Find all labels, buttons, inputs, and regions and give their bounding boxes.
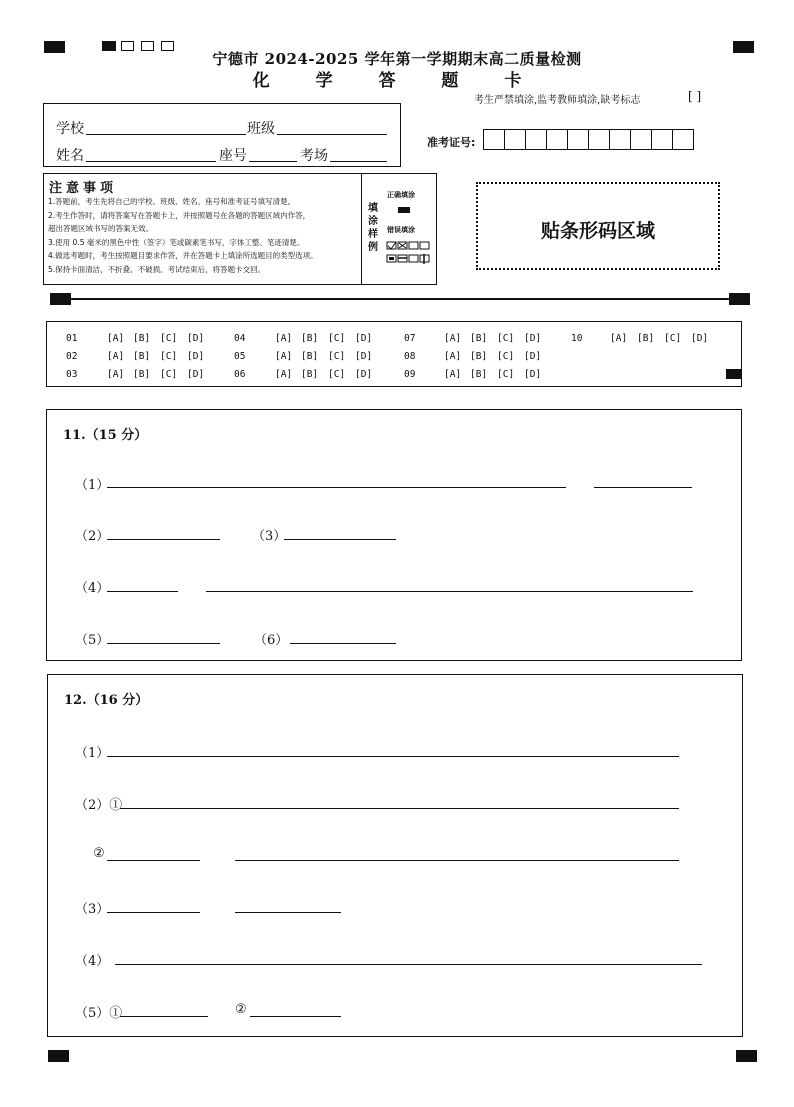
notes-box: [43, 173, 437, 285]
part-3-label: （3）: [75, 902, 110, 917]
question-number: 05: [234, 351, 246, 362]
room-field[interactable]: [330, 161, 387, 162]
section-divider: [70, 298, 730, 300]
alignment-mark: [726, 369, 741, 379]
answer-line[interactable]: [290, 643, 396, 644]
option-d[interactable]: [D]: [355, 369, 373, 380]
option-b[interactable]: [B]: [301, 369, 319, 380]
option-d[interactable]: [D]: [187, 333, 205, 344]
option-b[interactable]: [B]: [637, 333, 655, 344]
option-b[interactable]: [B]: [133, 369, 151, 380]
class-label: 班级: [247, 121, 275, 137]
option-a[interactable]: [A]: [107, 369, 125, 380]
exam-id-cell[interactable]: [546, 129, 568, 150]
answer-line[interactable]: [284, 539, 396, 540]
answer-line[interactable]: [235, 912, 341, 913]
question-number: 07: [404, 333, 416, 344]
option-a[interactable]: [A]: [107, 333, 125, 344]
question-number: 09: [404, 369, 416, 380]
option-d[interactable]: [D]: [524, 333, 542, 344]
seat-label: 座号: [219, 148, 247, 164]
exam-id-cell[interactable]: [672, 129, 694, 150]
option-a[interactable]: [A]: [275, 333, 293, 344]
room-label: 考场: [300, 148, 328, 164]
note-line: 4.做选考题时，考生按照题目要求作答，并在答题卡上填涂所选题目的类型选项。: [48, 251, 318, 260]
multiple-choice-box: [46, 321, 742, 387]
option-a[interactable]: [A]: [444, 369, 462, 380]
option-d[interactable]: [D]: [355, 351, 373, 362]
class-field[interactable]: [277, 134, 387, 135]
student-info-box: [43, 103, 401, 167]
option-a[interactable]: [A]: [444, 333, 462, 344]
option-c[interactable]: [C]: [160, 333, 178, 344]
absent-note: 考生严禁填涂,监考教师填涂,缺考标志: [474, 95, 641, 106]
notes-title: 注意事项: [49, 181, 118, 196]
answer-line[interactable]: [107, 643, 220, 644]
option-b[interactable]: [B]: [470, 333, 488, 344]
exam-id-cell[interactable]: [525, 129, 547, 150]
absent-checkbox[interactable]: [ ]: [688, 89, 702, 103]
answer-line[interactable]: [120, 808, 679, 809]
part-5-label: （5）: [75, 633, 110, 648]
question-12-box: [47, 674, 743, 1037]
exam-id-cell[interactable]: [588, 129, 610, 150]
option-b[interactable]: [B]: [301, 351, 319, 362]
question-number: 10: [571, 333, 583, 344]
answer-line[interactable]: [107, 756, 679, 757]
school-label: 学校: [56, 121, 84, 137]
alignment-mark: [50, 293, 71, 305]
option-b[interactable]: [B]: [133, 333, 151, 344]
answer-line[interactable]: [107, 539, 220, 540]
answer-line[interactable]: [120, 1016, 208, 1017]
sample-label: 填涂样例: [368, 203, 378, 253]
divider: [361, 174, 362, 284]
question-11-box: [46, 409, 742, 661]
note-line: 5.保持卡面清洁，不折叠、不破损。考试结束后，将答题卡交回。: [48, 265, 266, 274]
exam-id-cell[interactable]: [504, 129, 526, 150]
part-1-label: （1）: [75, 746, 110, 761]
answer-line[interactable]: [235, 860, 679, 861]
answer-line[interactable]: [107, 912, 200, 913]
exam-id-cell[interactable]: [630, 129, 652, 150]
option-c[interactable]: [C]: [664, 333, 682, 344]
option-d[interactable]: [D]: [691, 333, 709, 344]
question-12-title: 12.（16 分）: [64, 693, 149, 708]
part-4-label: （4）: [75, 581, 110, 596]
answer-line[interactable]: [115, 964, 702, 965]
option-a[interactable]: [A]: [610, 333, 628, 344]
option-c[interactable]: [C]: [328, 369, 346, 380]
exam-id-cell[interactable]: [483, 129, 505, 150]
part-1-label: （1）: [75, 478, 110, 493]
option-c[interactable]: [C]: [497, 351, 515, 362]
option-d[interactable]: [D]: [524, 351, 542, 362]
part-4-label: （4）: [75, 954, 110, 969]
answer-line[interactable]: [206, 591, 693, 592]
wrong-fill-sample: [386, 240, 430, 268]
question-number: 03: [66, 369, 78, 380]
option-c[interactable]: [C]: [497, 369, 515, 380]
option-a[interactable]: [A]: [107, 351, 125, 362]
part-2-label: （2）①: [75, 798, 123, 813]
wrong-fill-label: 错误填涂: [387, 226, 415, 234]
option-d[interactable]: [D]: [187, 369, 205, 380]
question-number: 01: [66, 333, 78, 344]
option-a[interactable]: [A]: [275, 369, 293, 380]
part-6-label: （6）: [254, 633, 289, 648]
barcode-label: 贴条形码区域: [540, 220, 655, 242]
answer-line[interactable]: [250, 1016, 341, 1017]
alignment-mark: [736, 1050, 757, 1062]
exam-id-cell[interactable]: [651, 129, 673, 150]
option-d[interactable]: [D]: [355, 333, 373, 344]
option-b[interactable]: [B]: [470, 351, 488, 362]
correct-fill-label: 正确填涂: [387, 191, 415, 199]
part-3-label: （3）: [252, 529, 287, 544]
note-line: 2.考生作答时，请将答案写在答题卡上，并按照题号在各题的答题区域内作答，: [48, 211, 311, 220]
question-number: 08: [404, 351, 416, 362]
option-c[interactable]: [C]: [328, 333, 346, 344]
barcode-area: [476, 182, 720, 270]
name-label: 姓名: [56, 148, 84, 164]
answer-line[interactable]: [594, 487, 692, 488]
exam-id-cell[interactable]: [609, 129, 631, 150]
alignment-mark: [48, 1050, 69, 1062]
part-5b-label: ②: [235, 1002, 247, 1017]
part-2b-label: ②: [93, 846, 105, 861]
question-number: 06: [234, 369, 246, 380]
exam-id-cell[interactable]: [567, 129, 589, 150]
answer-line[interactable]: [107, 860, 200, 861]
question-number: 02: [66, 351, 78, 362]
option-b[interactable]: [B]: [133, 351, 151, 362]
option-c[interactable]: [C]: [160, 351, 178, 362]
school-field[interactable]: [86, 134, 246, 135]
seat-field[interactable]: [249, 161, 297, 162]
option-c[interactable]: [C]: [497, 333, 515, 344]
question-11-title: 11.（15 分）: [63, 428, 148, 443]
question-number: 04: [234, 333, 246, 344]
card-title: 化 学 答 题 卡: [252, 71, 542, 91]
option-a[interactable]: [A]: [444, 351, 462, 362]
note-line: 1.答题前，考生先将自己的学校、班级、姓名、座号和准考证号填写清楚。: [48, 197, 296, 206]
correct-fill-sample: [398, 207, 410, 213]
part-2-label: （2）: [75, 529, 110, 544]
note-line: 超出答题区域书写的答案无效。: [48, 224, 153, 233]
option-b[interactable]: [B]: [470, 369, 488, 380]
option-c[interactable]: [C]: [160, 369, 178, 380]
note-line: 3.使用 0.5 毫米的黑色中性（签字）笔或碳素笔书写，字体工整、笔迹清楚。: [48, 238, 305, 247]
option-d[interactable]: [D]: [187, 351, 205, 362]
name-field[interactable]: [86, 161, 216, 162]
alignment-mark: [729, 293, 750, 305]
option-a[interactable]: [A]: [275, 351, 293, 362]
option-c[interactable]: [C]: [328, 351, 346, 362]
exam-title: 宁德市 2024-2025 学年第一学期期末高二质量检测: [212, 50, 582, 68]
answer-line[interactable]: [107, 591, 178, 592]
part-5-label: （5）①: [75, 1006, 123, 1021]
answer-line[interactable]: [107, 487, 566, 488]
option-d[interactable]: [D]: [524, 369, 542, 380]
exam-id-label: 准考证号:: [427, 136, 476, 149]
option-b[interactable]: [B]: [301, 333, 319, 344]
exam-id-grid[interactable]: [484, 129, 694, 150]
